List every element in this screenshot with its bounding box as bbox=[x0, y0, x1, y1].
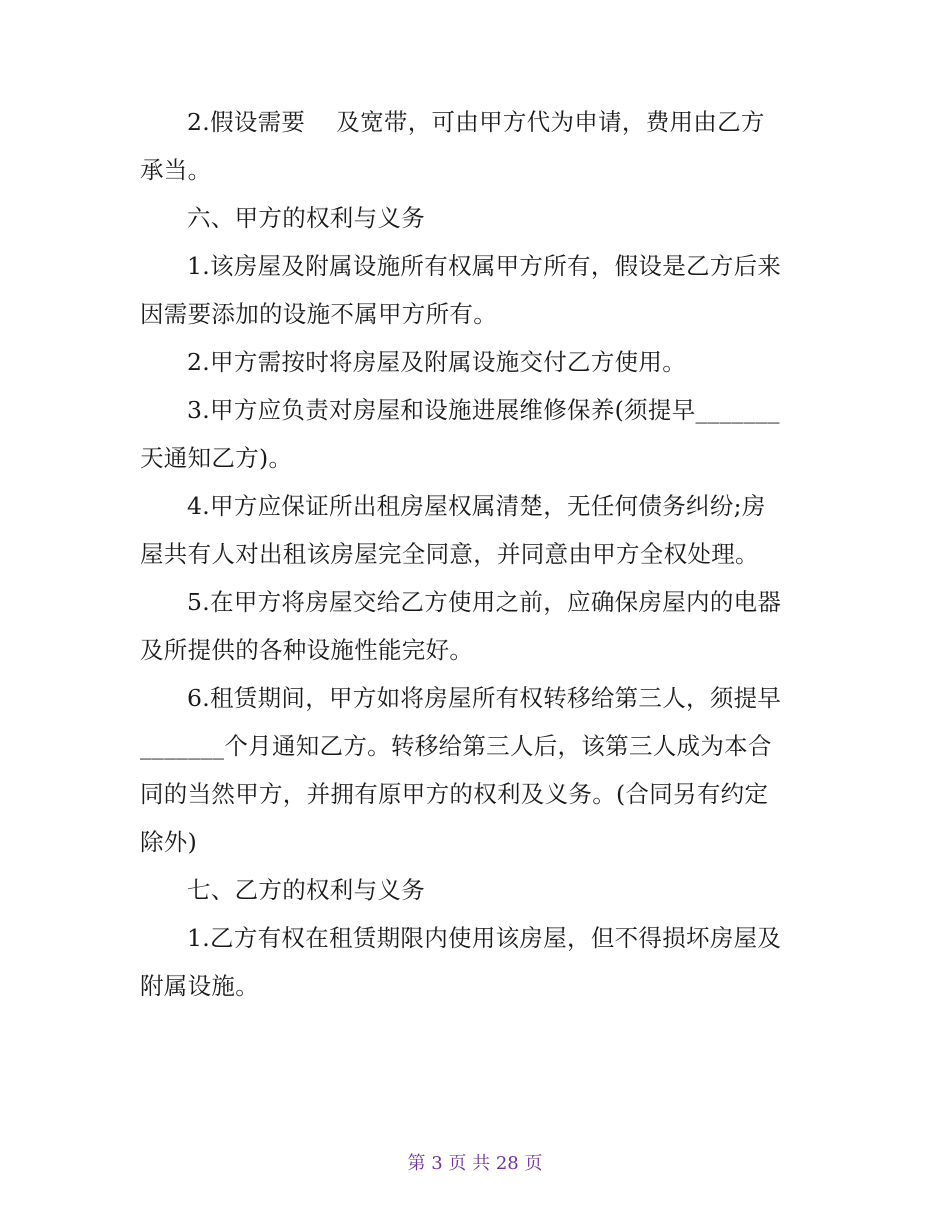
paragraph-line: 及所提供的各种设施性能完好。 bbox=[140, 636, 474, 664]
paragraph-line: 天通知乙方)。 bbox=[140, 444, 293, 472]
paragraph-line: 4.甲方应保证所出租房屋权属清楚，无任何债务纠纷;房 bbox=[187, 492, 766, 520]
paragraph-line: 5.在甲方将房屋交给乙方使用之前，应确保房屋内的电器 bbox=[187, 588, 782, 616]
paragraph-line: 因需要添加的设施不属甲方所有。 bbox=[140, 300, 497, 328]
paragraph-line: 除外) bbox=[140, 828, 198, 856]
paragraph-line: 2.甲方需按时将房屋及附属设施交付乙方使用。 bbox=[187, 348, 687, 376]
paragraph-line: 同的当然甲方，并拥有原甲方的权利及义务。(合同另有约定 bbox=[140, 780, 769, 808]
paragraph-line: 3.甲方应负责对房屋和设施进展维修保养(须提早_______ bbox=[187, 396, 780, 424]
paragraph-line: 6.租赁期间，甲方如将房屋所有权转移给第三人，须提早 bbox=[187, 684, 782, 712]
section-heading: 七、乙方的权利与义务 bbox=[187, 876, 425, 904]
paragraph-line: 附属设施。 bbox=[140, 972, 259, 1000]
paragraph-line: _______个月通知乙方。转移给第三人后，该第三人成为本合 bbox=[140, 732, 772, 760]
page-number-footer: 第 3 页 共 28 页 bbox=[407, 1153, 543, 1174]
paragraph-line: 1.该房屋及附属设施所有权属甲方所有，假设是乙方后来 bbox=[187, 252, 782, 280]
paragraph-line: 2.假设需要 及宽带，可由甲方代为申请，费用由乙方 bbox=[187, 108, 765, 136]
paragraph-line: 承当。 bbox=[140, 156, 212, 184]
section-heading: 六、甲方的权利与义务 bbox=[187, 204, 425, 232]
paragraph-line: 1.乙方有权在租赁期限内使用该房屋，但不得损坏房屋及 bbox=[187, 924, 782, 952]
paragraph-line: 屋共有人对出租该房屋完全同意，并同意由甲方全权处理。 bbox=[140, 540, 759, 568]
